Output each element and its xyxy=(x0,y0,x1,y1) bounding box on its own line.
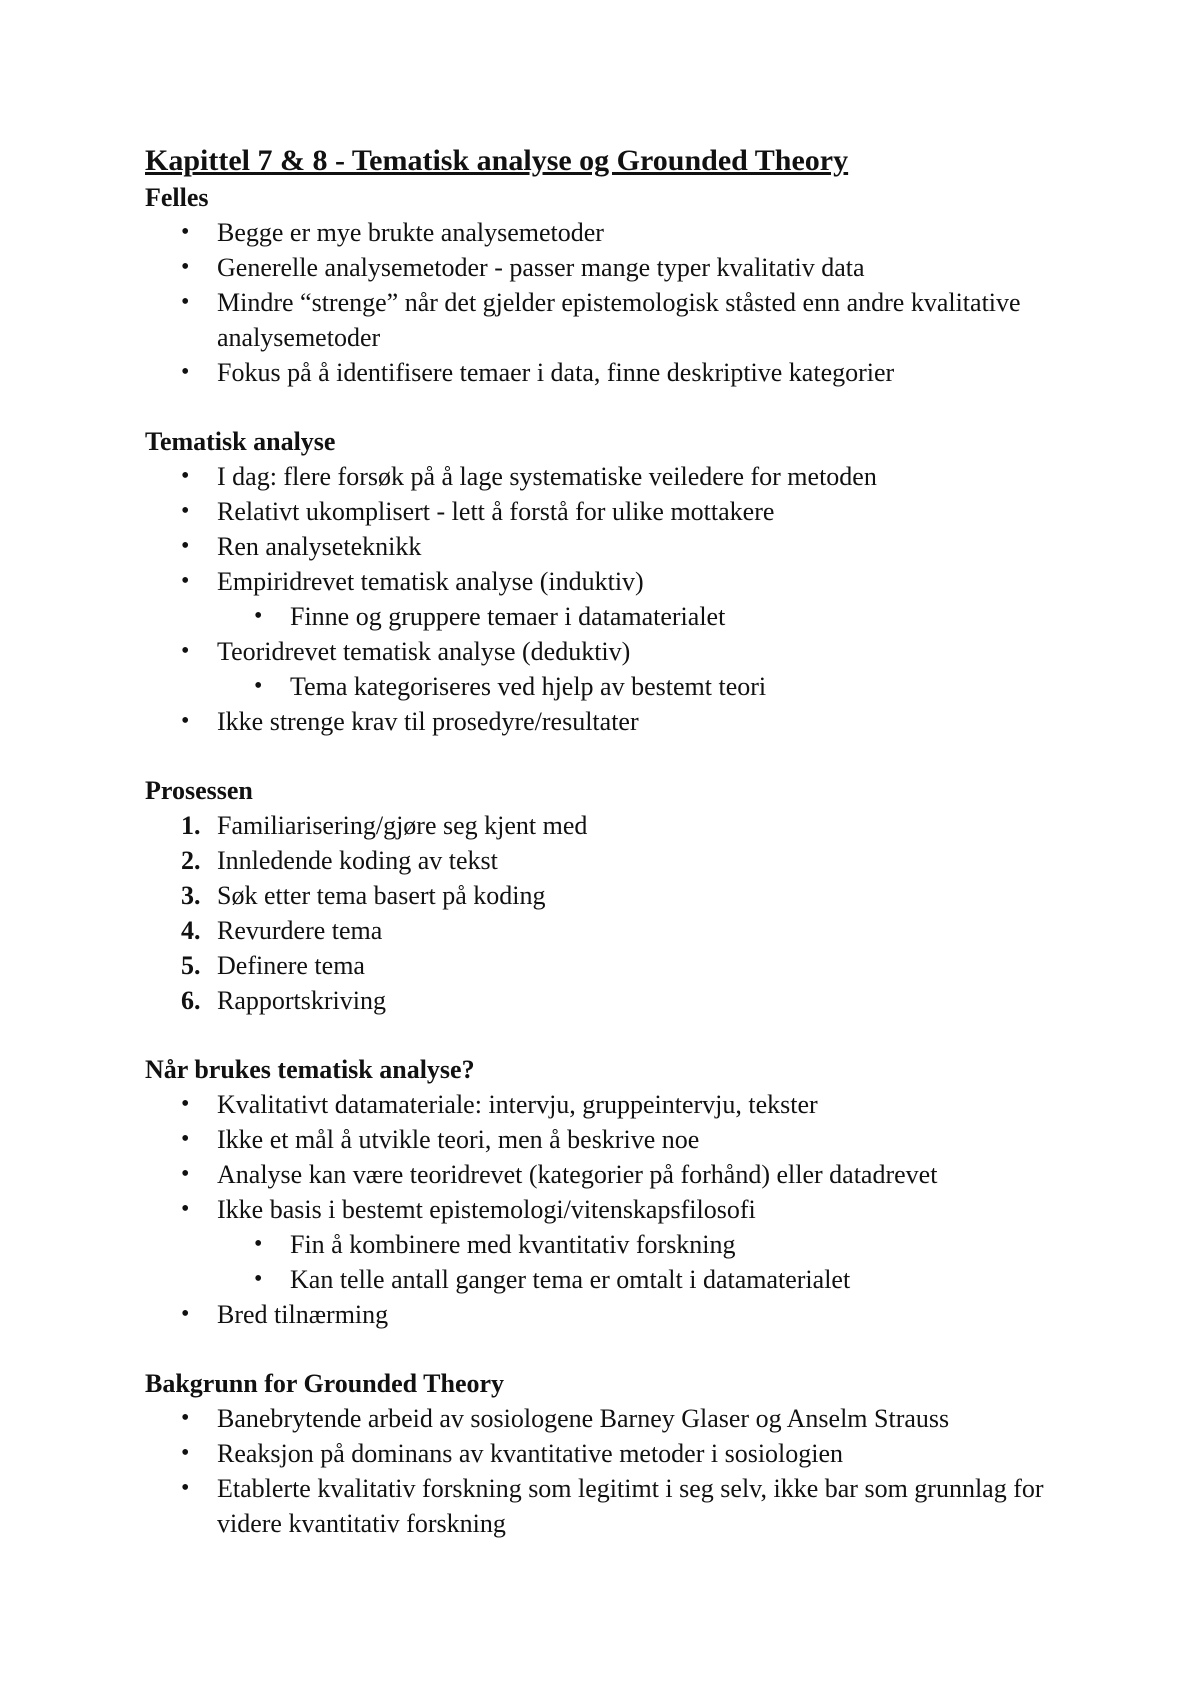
list-item: • Teoridrevet tematisk analyse (deduktiv) xyxy=(145,634,1085,669)
list-item: • Fokus på å identifisere temaer i data, finne deskriptive kategorier xyxy=(145,355,1085,390)
item-text: Revurdere tema xyxy=(217,916,383,945)
section-prosessen xyxy=(145,773,1085,1018)
page-title: Kapittel 7 & 8 - Tematisk analyse og Grounded Theory xyxy=(145,144,849,177)
item-text: Rapportskriving xyxy=(217,986,386,1015)
item-number: 3. xyxy=(181,881,201,910)
list-item: • Begge er mye brukte analysemetoder xyxy=(145,215,1085,250)
list-item: • Ikke et mål å utvikle teori, men å beskrive noe xyxy=(145,1122,1085,1157)
section-felles xyxy=(145,180,1085,390)
list-item: • Banebrytende arbeid av sosiologene Barney Glaser og Anselm Strauss xyxy=(145,1401,1085,1436)
item-text: Innledende koding av tekst xyxy=(217,846,498,875)
numbered-item xyxy=(145,948,1085,983)
numbered-list-prosessen xyxy=(145,808,1085,1018)
list-item: • Empiridrevet tematisk analyse (induktiv) xyxy=(145,564,1085,599)
list-item: • Ren analyseteknikk xyxy=(145,529,1085,564)
list-item: • Ikke strenge krav til prosedyre/resultater xyxy=(145,704,1085,739)
bullet-list-bakgrunn xyxy=(145,1401,1085,1541)
numbered-item xyxy=(145,843,1085,878)
list-item: • Mindre “strenge” når det gjelder epistemologisk ståsted enn andre kvalitative analysemetoder xyxy=(145,285,1085,355)
numbered-item xyxy=(145,913,1085,948)
sub-list-item: • Kan telle antall ganger tema er omtalt i datamaterialet xyxy=(145,1262,1085,1297)
list-item: • Bred tilnærming xyxy=(145,1297,1085,1332)
section-tematisk-analyse xyxy=(145,424,1085,739)
sub-list-item: • Finne og gruppere temaer i datamaterialet xyxy=(145,599,1085,634)
section-heading-bakgrunn: Bakgrunn for Grounded Theory xyxy=(145,1369,505,1398)
list-item: • Kvalitativt datamateriale: intervju, gruppeintervju, tekster xyxy=(145,1087,1085,1122)
section-heading-naar-brukes: Når brukes tematisk analyse? xyxy=(145,1055,475,1084)
item-number: 1. xyxy=(181,811,201,840)
document-page xyxy=(145,142,1085,1541)
item-number: 2. xyxy=(181,846,201,875)
list-item: • Generelle analysemetoder - passer mange typer kvalitativ data xyxy=(145,250,1085,285)
item-text: Familiarisering/gjøre seg kjent med xyxy=(217,811,588,840)
section-bakgrunn xyxy=(145,1366,1085,1541)
item-number: 5. xyxy=(181,951,201,980)
bullet-list-tematisk-analyse xyxy=(145,459,1085,739)
numbered-item xyxy=(145,808,1085,843)
sub-list-item: • Tema kategoriseres ved hjelp av bestemt teori xyxy=(145,669,1085,704)
numbered-item xyxy=(145,878,1085,913)
list-item: • I dag: flere forsøk på å lage systematiske veiledere for metoden xyxy=(145,459,1085,494)
list-item: • Relativt ukomplisert - lett å forstå for ulike mottakere xyxy=(145,494,1085,529)
sub-list-item: • Fin å kombinere med kvantitativ forskning xyxy=(145,1227,1085,1262)
item-number: 4. xyxy=(181,916,201,945)
list-item: • Ikke basis i bestemt epistemologi/vitenskapsfilosofi xyxy=(145,1192,1085,1227)
list-item: • Etablerte kvalitativ forskning som legitimt i seg selv, ikke bar som grunnlag for videre kvantitativ forskning xyxy=(145,1471,1085,1541)
item-text: Søk etter tema basert på koding xyxy=(217,881,546,910)
bullet-list-naar-brukes xyxy=(145,1087,1085,1332)
section-heading-prosessen: Prosessen xyxy=(145,776,253,805)
numbered-item xyxy=(145,983,1085,1018)
bullet-list-felles xyxy=(145,215,1085,390)
section-naar-brukes xyxy=(145,1052,1085,1332)
item-text: Definere tema xyxy=(217,951,365,980)
list-item: • Reaksjon på dominans av kvantitative metoder i sosiologien xyxy=(145,1436,1085,1471)
list-item: • Analyse kan være teoridrevet (kategorier på forhånd) eller datadrevet xyxy=(145,1157,1085,1192)
section-heading-felles: Felles xyxy=(145,183,209,212)
section-heading-tematisk-analyse: Tematisk analyse xyxy=(145,427,336,456)
item-number: 6. xyxy=(181,986,201,1015)
